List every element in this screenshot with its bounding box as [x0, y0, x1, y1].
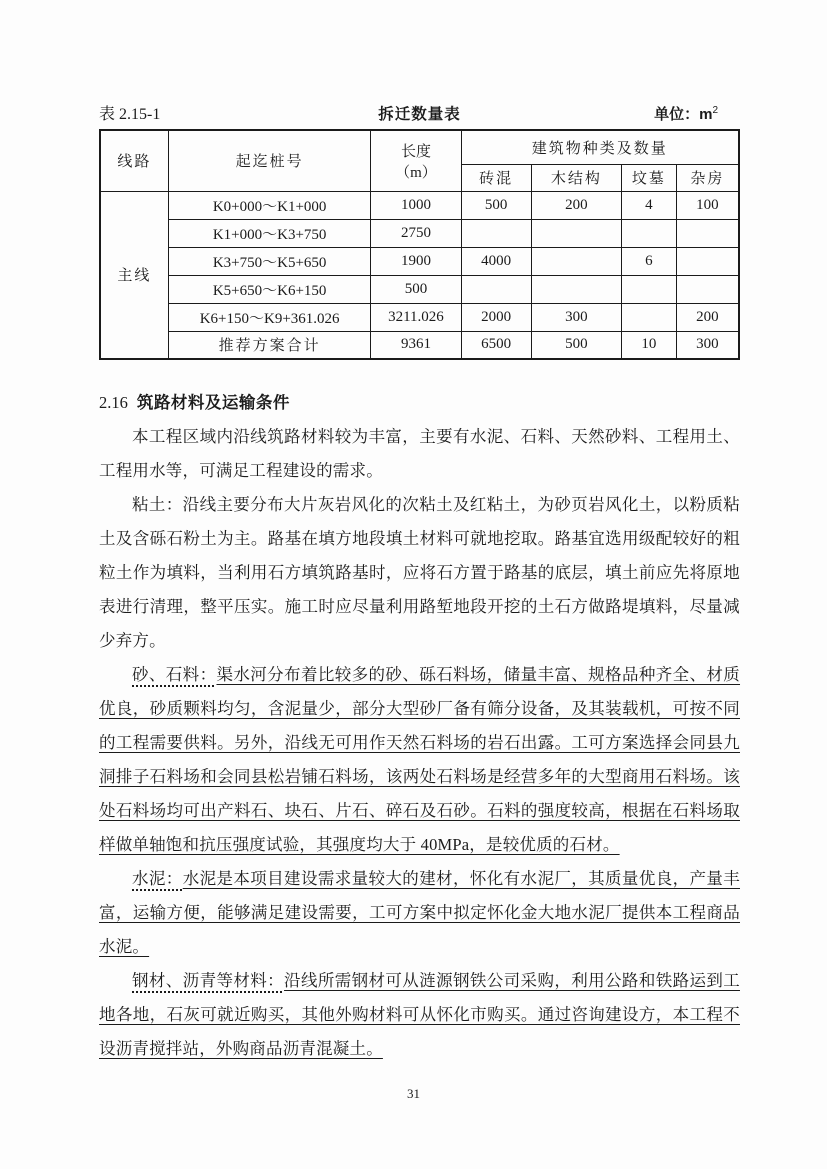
header-stake: 起迄桩号 — [168, 130, 371, 191]
header-building-group: 建筑物种类及数量 — [461, 130, 739, 164]
table-row — [100, 275, 739, 303]
demolition-quantity-table — [99, 129, 740, 360]
cell-stake: K0+000～K1+000 — [168, 191, 371, 219]
cell-brick: 4000 — [461, 247, 531, 275]
cell-stake: 推荐方案合计 — [168, 331, 371, 359]
cell-stake: K3+750～K5+650 — [168, 247, 371, 275]
cell-length: 3211.026 — [371, 303, 461, 331]
cell-stake: K5+650～K6+150 — [168, 275, 371, 303]
cell-length: 2750 — [371, 219, 461, 247]
cell-wood — [531, 275, 621, 303]
paragraph-cement: 水泥：水泥是本项目建设需求量较大的建材，怀化有水泥厂，其质量优良，产量丰富，运输方便，能够满足建设需要，工可方案中拟定怀化金大地水泥厂提供本工程商品水泥。 — [99, 869, 740, 956]
cell-misc — [676, 247, 739, 275]
section-number: 2.16 — [99, 393, 128, 412]
cell-length: 1000 — [371, 191, 461, 219]
cell-length: 1900 — [371, 247, 461, 275]
cell-wood — [531, 219, 621, 247]
header-wood: 木结构 — [531, 164, 621, 191]
cell-grave: 10 — [621, 331, 676, 359]
cell-brick: 500 — [461, 191, 531, 219]
cell-wood: 200 — [531, 191, 621, 219]
paragraph-sand-stone: 砂、石料：渠水河分布着比较多的砂、砾石料场，储量丰富、规格品种齐全、材质优良，砂质颗料均匀，含泥量少，部分大型砂厂备有筛分设备，及其装载机，可按不同的工程需要供料。另外，沿线无可用作天然石料场的岩石出露。工可方案选择会同县九洞排子石料场和会同县松岩铺石料场，该两处石料场是经营多年的大型商用石料场。该处石料场均可出产料石、块石、片石、碎石及石砂。石料的强度较高，根据在石料场取样做单轴饱和抗压强度试验，其强度均大于 40MPa，是较优质的石材。 — [99, 665, 741, 854]
cell-brick: 2000 — [461, 303, 531, 331]
paragraph-sand-stone-lead: 砂、石料： — [132, 665, 217, 684]
table-header-row-1 — [100, 130, 739, 164]
section-heading — [99, 389, 740, 413]
cell-wood: 300 — [531, 303, 621, 331]
header-misc: 杂房 — [676, 164, 739, 191]
table-title: 拆迁数量表 — [378, 106, 461, 123]
cell-brick — [461, 219, 531, 247]
cell-wood — [531, 247, 621, 275]
table-row-total — [100, 331, 739, 359]
cell-grave: 4 — [621, 191, 676, 219]
cell-misc: 200 — [676, 303, 739, 331]
page-number: 31 — [407, 1086, 420, 1101]
table-caption-row — [99, 101, 740, 125]
cell-stake: K1+000～K3+750 — [168, 219, 371, 247]
cell-misc: 100 — [676, 191, 739, 219]
table-row — [100, 247, 739, 275]
cell-length: 500 — [371, 275, 461, 303]
cell-line-label: 主线 — [100, 191, 168, 359]
body-text-block — [99, 420, 740, 1066]
cell-brick: 6500 — [461, 331, 531, 359]
header-line: 线路 — [100, 130, 168, 191]
table-unit — [575, 101, 740, 125]
cell-stake: K6+150～K9+361.026 — [168, 303, 371, 331]
cell-length: 9361 — [371, 331, 461, 359]
cell-grave — [621, 219, 676, 247]
cell-misc — [676, 219, 739, 247]
table-row — [100, 303, 739, 331]
cell-grave: 6 — [621, 247, 676, 275]
header-grave: 坟墓 — [621, 164, 676, 191]
header-length: 长度 （m） — [371, 130, 461, 191]
table-row — [100, 219, 739, 247]
paragraph-clay: 粘土：沿线主要分布大片灰岩风化的次粘土及红粘土，为砂页岩风化土，以粉质粘土及含砾石粉土为主。路基在填方地段填土材料可就地挖取。路基宜选用级配较好的粗粒土作为填料，当利用石方填筑路基时，应将石方置于路基的底层，填土前应先将原地表进行清理，整平压实。施工时应尽量利用路堑地段开挖的土石方做路堤填料，尽量减少弃方。 — [99, 495, 740, 650]
cell-wood: 500 — [531, 331, 621, 359]
paragraph-cement-lead: 水泥： — [132, 869, 183, 888]
paragraph-steel-asphalt: 钢材、沥青等材料：沿线所需钢材可从涟源钢铁公司采购，利用公路和铁路运到工地各地，石灰可就近购买，其他外购材料可从怀化市购买。通过咨询建设方，本工程不设沥青搅拌站，外购商品沥青混凝土。 — [99, 971, 740, 1058]
section-title: 筑路材料及运输条件 — [136, 394, 290, 412]
table-unit-superscript: 2 — [712, 105, 718, 116]
paragraph-steel-asphalt-lead: 钢材、沥青等材料： — [132, 971, 285, 990]
header-brick: 砖混 — [461, 164, 531, 191]
cell-grave — [621, 275, 676, 303]
cell-misc: 300 — [676, 331, 739, 359]
page-content — [99, 0, 740, 1066]
paragraph-intro: 本工程区域内沿线筑路材料较为丰富，主要有水泥、石料、天然砂料、工程用土、工程用水等，可满足工程建设的需求。 — [99, 427, 740, 480]
table-unit-label: 单位：m — [654, 106, 713, 123]
cell-brick — [461, 275, 531, 303]
table-row — [100, 191, 739, 219]
cell-grave — [621, 303, 676, 331]
cell-misc — [676, 275, 739, 303]
table-number: 表 2.15-1 — [99, 106, 161, 123]
